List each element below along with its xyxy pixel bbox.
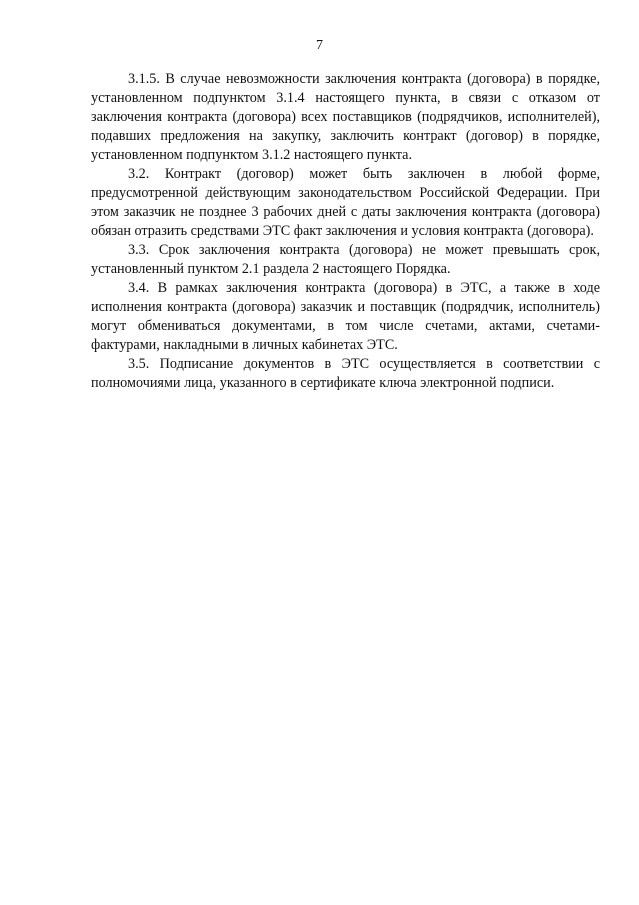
paragraph-3-1-5: 3.1.5. В случае невозможности заключения контракта (договора) в порядке, установленном подпунктом 3.1.4 настоящего пункта, в связи с отказом от заключения контракта (договора) всех поставщиков (подрядчиков, исполнителей), подавших предложения на закупку, заключить контракт (договор) в порядке, установленном подпунктом 3.1.2 настоящего пункта. xyxy=(91,71,600,163)
paragraph-3-4: 3.4. В рамках заключения контракта (договора) в ЭТС, а также в ходе исполнения контракта (договора) заказчик и поставщик (подрядчик, исполнитель) могут обмениваться документами, в том числе счетами, актами, счетами-фактурами, накладными в личных кабинетах ЭТС. xyxy=(91,280,600,353)
paragraph-3-2: 3.2. Контракт (договор) может быть заключен в любой форме, предусмотренной действующим законодательством Российской Федерации. При этом заказчик не позднее 3 рабочих дней с даты заключения контракта (договора) обязан отразить средствами ЭТС факт заключения и условия контракта (договора). xyxy=(91,166,600,239)
document-body xyxy=(91,70,600,393)
paragraph-3-3: 3.3. Срок заключения контракта (договора) не может превышать срок, установленный пунктом 2.1 раздела 2 настоящего Порядка. xyxy=(91,242,600,277)
paragraph-3-5: 3.5. Подписание документов в ЭТС осуществляется в соответствии с полномочиями лица, указанного в сертификате ключа электронной подписи. xyxy=(91,356,600,391)
page-number: 7 xyxy=(316,38,323,53)
